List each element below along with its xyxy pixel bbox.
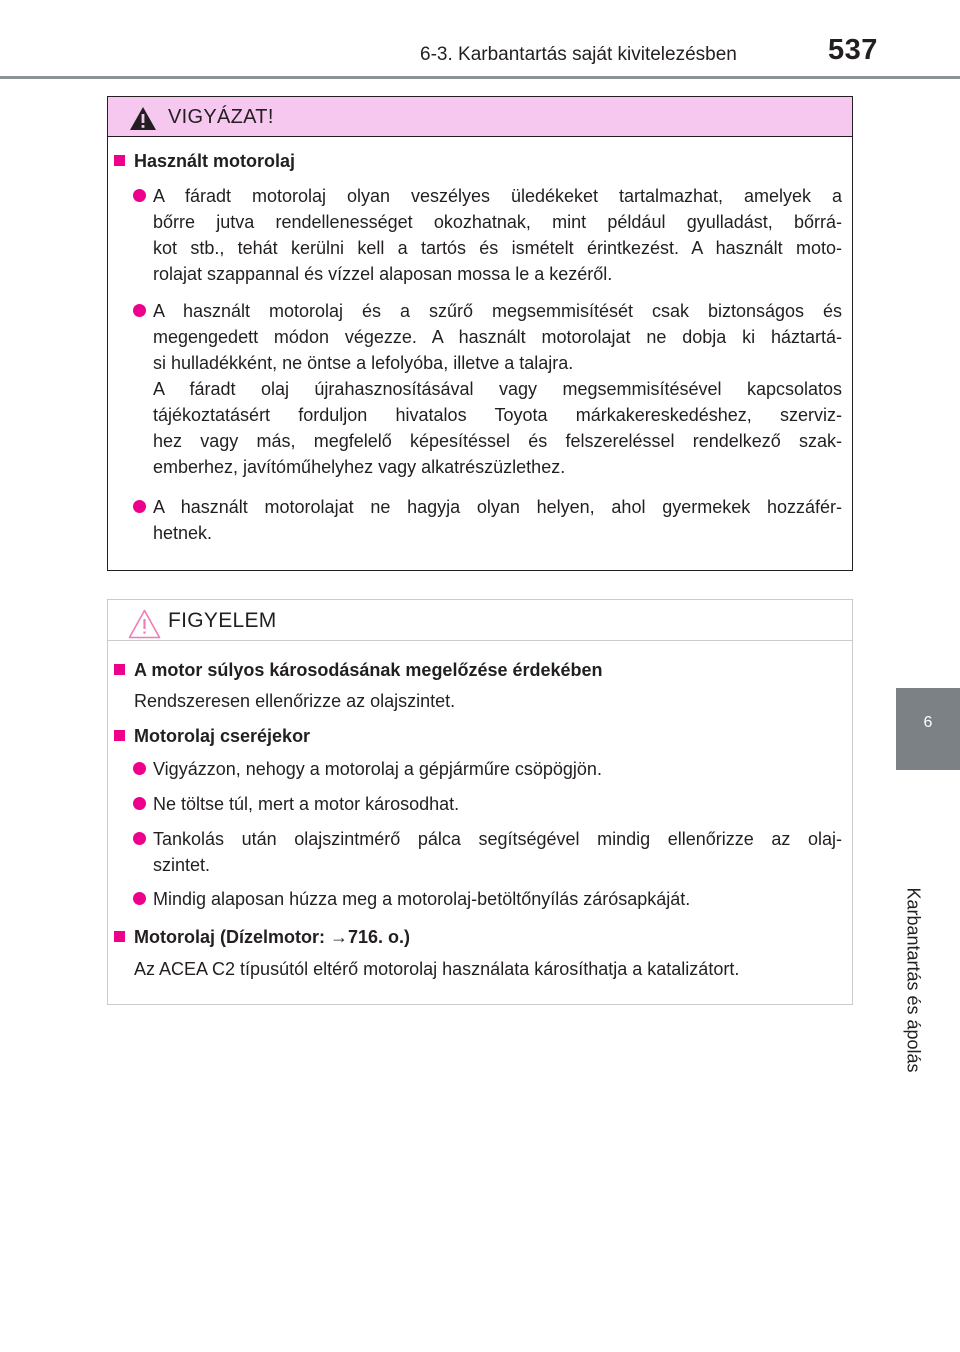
text-line: tájékoztatásért forduljon hivatalos Toyota márkakereskedéshez, szerviz-: [153, 405, 842, 425]
text-line: szintet.: [153, 855, 211, 875]
warning-triangle-icon: [129, 106, 157, 131]
warning-heading: Használt motorolaj: [134, 151, 296, 171]
bullet-dot: [133, 892, 146, 905]
arrow-icon: →: [330, 927, 348, 947]
text-line: Tankolás után olajszintmérő pálca segítségével mindig ellenőrizze az olaj-: [153, 829, 842, 849]
chapter-label: Karbantartás és ápolás: [903, 887, 924, 1073]
caution-text-3: Az ACEA C2 típusútól eltérő motorolaj használata károsíthatja a katalizátort.: [134, 959, 740, 979]
caution-box: [107, 599, 853, 1005]
page-number: 537: [828, 34, 878, 66]
chapter-tab: [896, 688, 960, 770]
text-line: A fáradt motorolaj olyan veszélyes üledékeket tartalmazhat, amelyek a: [153, 186, 842, 206]
text-line: A használt motorolaj és a szűrő megsemmisítését csak biztonságos és: [153, 301, 842, 321]
bullet-dot: [133, 797, 146, 810]
warning-bullet-2: [153, 298, 842, 480]
caution-heading-3: [134, 928, 410, 946]
bullet-dot: [133, 500, 146, 513]
warning-box: [107, 96, 853, 571]
text-line: hetnek.: [153, 523, 213, 543]
caution-heading-1: A motor súlyos károsodásának megelőzése érdekében: [134, 660, 603, 680]
warning-title: VIGYÁZAT!: [168, 106, 274, 128]
text-line: A használt motorolajat ne hagyja olyan helyen, ahol gyermekek hozzáfér-: [153, 497, 842, 517]
caution-bullet-1: Vigyázzon, nehogy a motorolaj a gépjárműre csöpögjön.: [153, 759, 602, 779]
page-reference[interactable]: 716. o.): [348, 927, 411, 947]
text-line: si hulladékként, ne öntse a lefolyóba, illetve a talajra.: [153, 353, 574, 373]
bullet-dot: [133, 762, 146, 775]
warning-bullet-3: [153, 494, 842, 546]
section-marker: [114, 664, 125, 675]
warning-bullet-1: [153, 183, 842, 287]
caution-bullet-3: [153, 826, 842, 878]
text-line: megengedett módon végezze. A használt motorolajat ne dobja ki háztartá-: [153, 327, 842, 347]
heading-prefix: Motorolaj (Dízelmotor:: [134, 927, 330, 947]
section-marker: [114, 730, 125, 741]
caution-title: FIGYELEM: [168, 609, 277, 632]
header-divider: [0, 76, 960, 79]
text-line: bőrre jutva rendellenességet okozhatnak, mint például gyulladást, bőrrá-: [153, 212, 842, 232]
text-line: rolajat szappannal és vízzel alaposan mossa le a kezéről.: [153, 264, 613, 284]
text-line: A fáradt olaj újrahasznosításával vagy megsemmisítésével kapcsolatos: [153, 379, 842, 399]
text-line: kot stb., tehát kerülni kell a tartós és ismételt érintkezést. A használt moto-: [153, 238, 842, 258]
text-line: emberhez, javítóműhelyhez vagy alkatrészüzlethez.: [153, 457, 566, 477]
section-title: 6-3. Karbantartás saját kivitelezésben: [420, 44, 737, 65]
caution-bullet-4: Mindig alaposan húzza meg a motorolaj-betöltőnyílás zárósapkáját.: [153, 889, 691, 909]
caution-header: [108, 600, 852, 641]
bullet-dot: [133, 832, 146, 845]
bullet-dot: [133, 189, 146, 202]
warning-header: [108, 97, 852, 137]
caution-heading-2: Motorolaj cseréjekor: [134, 726, 311, 746]
caution-text-1: Rendszeresen ellenőrizze az olajszintet.: [134, 691, 456, 711]
section-marker: [114, 931, 125, 942]
caution-bullet-2: Ne töltse túl, mert a motor károsodhat.: [153, 794, 460, 814]
caution-triangle-icon: [128, 609, 161, 639]
chapter-number: 6: [923, 714, 933, 731]
bullet-dot: [133, 304, 146, 317]
section-marker: [114, 155, 125, 166]
text-line: hez vagy más, megfelelő képesítéssel és felszereléssel rendelkező szak-: [153, 431, 842, 451]
